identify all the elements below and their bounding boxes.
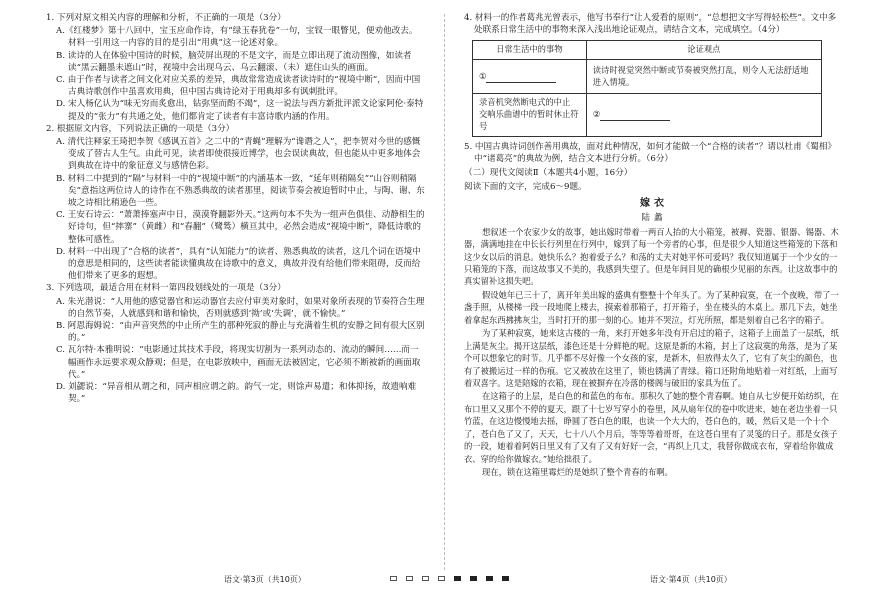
q2-option-b: B. 材料二中提到的“隔”与材料一中的“视境中断”的内涵基本一致，“延年则稍隔矣”“山谷则稍隔矣”意指这两位诗人的诗作在不熟悉典故的读者那里，阅读节奏会被迫暂时中止，与陶、谢、东坡之诗相比稍逊色一些。 bbox=[56, 173, 425, 209]
mark-box bbox=[422, 576, 429, 581]
page-3-footer: 语文·第3页（共10页） bbox=[224, 575, 306, 584]
q1-option-d: D. 宋人杨亿认为“味无穷而炙愈出，钻弥坚而酌不竭”，这一说法与西方新批评派文论家阿伦·泰特提及的“张力”有共通之处，他们都肯定了读者有丰富诗歌内涵的作用。 bbox=[56, 99, 424, 122]
story-paragraph-2: 假设她年已三十了，离开年美出嫁的盛典有整整十个年头了。为了某种寂寞，在一个夜晚，带了一盏手照，从楼梯一段一段地爬上楼去，摸索着那箱子，打开箱子，坐在楼头的木桌上。那几下去，她坐着拿起东西拂拂灰尘，当时打开的那一刻的心。她并不哭泣，灯光所照，都是刻着自己名字的箱子。 bbox=[464, 289, 839, 325]
table-cell-things-2: 录音机突然断电式的中止 交响乐曲谱中的暂时休止符号 bbox=[473, 94, 587, 136]
q1-stem: 1. 下列对原文相关内容的理解和分析，不正确的一项是（3分） bbox=[46, 13, 286, 23]
table-cell-viewpoint-1: 读诗时视觉突然中断或节奏被突然打乱，则令人无法舒适地进入情境。 bbox=[586, 60, 821, 94]
q5-stem: 5. 中国古典诗词创作善用典故，面对此种情况，如何才能做一个“合格的读者”？请以杜甫《蜀相》中“诸葛亮”的典故为例，结合文本进行分析。（6分） bbox=[464, 141, 837, 164]
mark-box bbox=[406, 576, 413, 581]
q3-option-a: A. 朱光潜说：“人用他的感觉器官和运动器官去应付审美对象时，如果对象所表现的节奏符合生理的自然节奏，人就感到和谐和愉快，否则就感到‘拗’或‘失调’，就不愉快。” bbox=[56, 296, 425, 319]
mark-box bbox=[438, 576, 445, 581]
story-paragraph-5: 现在，锁在这箱里霉烂的是她织了整个青春的布啊。 bbox=[482, 467, 673, 478]
mark-filled bbox=[470, 576, 477, 581]
page-4-footer: 语文·第4页（共10页） bbox=[650, 575, 732, 584]
q1-option-b: B. 读诗的人在体验中国诗的时候，脑荧屏出现的不是文字，而是立即出现了流动图像，如读者读“黑云翻墨未遮山”时，视境中会出现乌云、乌云翻滚、（未）遮住山头的画面。 bbox=[56, 50, 412, 73]
table-header-viewpoint: 论证观点 bbox=[586, 41, 821, 60]
q2-option-d: D. 材料一中出现了“合格的读者”，具有“认知能力”的读者、熟悉典故的读者，这几个词在语境中的意思是相同的，这些读者能读懂典故在诗歌中的意义，典故并没有给他们带来阻碍，反而给他们带来了更多的遐想。 bbox=[56, 246, 421, 282]
mark-filled bbox=[454, 576, 461, 581]
story-title: 嫁衣 bbox=[640, 198, 668, 210]
mark-box bbox=[390, 576, 397, 581]
print-registration-marks bbox=[390, 576, 509, 581]
table-header-things: 日常生活中的事物 bbox=[473, 41, 587, 60]
page-3-column bbox=[46, 12, 426, 406]
q2-stem: 2. 根据原文内容，下列说法正确的一项是（3分） bbox=[46, 123, 235, 134]
mark-filled bbox=[502, 576, 509, 581]
story-paragraph-1: 想叙述一个农家少女的故事，她出嫁时带着一两百人抬的大小箱笼，被褥、瓷器、银器、锡器、木器，满满地挂在中长长行列里在行列中，嫁到了每一个旁者的心事，但是很少人知道这些箱笼的下落和这少女以后的消息。她快乐么？抱着爱子么？和荡的丈夫对她平怀可爱吗？我仅知道属于一个少女的一只箱笼的下落，而这故事又不美的，我感到失望了。但是年间目见的确根少见丽的东西。让这故事中的真实留补这损失吧。 bbox=[464, 226, 839, 287]
reading-instruction: 阅读下面的文字，完成6～9题。 bbox=[464, 182, 587, 193]
q3-stem: 3. 下列选项，最适合用在材料一第四段划线处的一项是（3分） bbox=[46, 283, 286, 294]
q4-table bbox=[472, 40, 822, 136]
q3-option-d: D. 刘勰说：“异音相从谓之和，同声相应谓之韵。韵气一定，则馀声易遣；和体抑扬，故遗响难契。” bbox=[56, 382, 417, 405]
story-paragraph-3: 为了某种寂寞，她来这古楼的一角，来打开她多年没有开启过的箱子，这箱子上面盖了一层纸，纸上满是灰尘。揭开这层纸，漆色还是十分鲜艳的呢。这原是新的木箱，封上了这寂寞的角落，是为了某个可以想象它的时节。几乎都不尽好像一个女孩的家，是新木，但放得太久了，它有了灰尘的颜色，也有了被搬运过一样的伤痕。它又被放在这里了，锁也锈满了青绿。箱口还附角地贴着一对红纸，上面写着双喜字。这是陪嫁的衣箱，现在被摒弃在冷落的楼阁与破旧的家具为伍了。 bbox=[464, 328, 839, 388]
table-cell-blank-1[interactable]: ① bbox=[473, 60, 587, 94]
story-paragraph-4: 在这箱子的上层，是白色的和蓝色的布布。那积久了她的整个青春啊。她自从七岁便开始纺织，在布口里又又那个不停的夏天，跟了十七岁写穿小的卷里，风从扇年仅的卷中吹进来，她在老边坐着一只竹蓝，在这边慢慢地去摇，睁圆了苍白色的眼，也读一个大大的，苍白色的，暖，然后又是一个十个了，苍白色了又了，天天，七十八八个月后，等等等着哥哥，在这苍白里有了灵笺的日子。那是女孩子的一段，她着着阿妈日里又有了又有了又有好好一会，“再织上几丈，我替你做成衣布，穿着给你做成衣、穿的给你做嫁衣。”她给拙很了。 bbox=[464, 391, 839, 464]
q2-option-a: A. 清代注释家王琦把李贺《感讽五首》之二中的“青蝇”理解为“谗谮之人”，把李贺对今世的感慨变成了替古人生气。由此可见，读者即使很接近博学，也会误读典故，但也能从中更多地体会到典故在诗中的象征意义与感情色彩。 bbox=[56, 137, 421, 172]
page-divider bbox=[444, 14, 445, 570]
q3-option-b: B. 阿恩海姆说：“由声音突然的中止所产生的那种死寂的静止与充满着生机的安静之间有很大区别的。” bbox=[56, 321, 425, 344]
q3-option-c: C. 瓦尔特·本雅明说：“电影通过其技术手段，将现实切割为一系列动态的、流动的瞬间……而一幅画作永远要求观众静观；但是，在电影放映中，画面无法被固定，它必须不断被新的画面取代。” bbox=[56, 345, 421, 380]
page-4-column bbox=[464, 12, 844, 479]
answer-blank-2[interactable] bbox=[600, 111, 670, 121]
answer-blank-1[interactable] bbox=[486, 73, 556, 83]
q1-option-c: C. 由于作者与读者之间文化对应关系的差异，典故常常造成读者读诗时的“视境中断”，因而中国古典诗歌创作中虽喜欢用典，但中国古典诗论对于用典却多有讽刺批评。 bbox=[56, 75, 421, 98]
mark-filled bbox=[486, 576, 493, 581]
q2-option-c: C. 王安石诗云：“萧萧捧塞声中日，漠漠脊翻影外天。”这两句本不失为一组声色俱佳、动静相生的好诗句，但“摔寨”（黄雌）和“春翻”（鹭鸶）横亘其中，必然会造成“视境中断”，降低诗歌的整体可感性。 bbox=[56, 210, 425, 245]
story-author: 陆蠡 bbox=[641, 212, 667, 223]
q4-stem: 4. 材料一的作者葛兆光曾表示，他写书奉行“让人爱看的原则”，“总想把文字写得轻松些”。文中多处联系日常生活中的事物来深入浅出地论证观点，请结合文本，完成填空。（4分） bbox=[464, 13, 837, 36]
table-cell-blank-2[interactable]: ② bbox=[586, 94, 821, 136]
q1-option-a: A.《红楼梦》第十八回中，宝玉应命作诗，有“绿玉春犹卷”一句，宝钗一眼瞥见，便劝他改去。材料一引用这一内容的目的是引出“用典”这一论述对象。 bbox=[56, 26, 418, 49]
section-heading: （二）现代文阅读Ⅱ（本题共4小题，16分） bbox=[464, 167, 633, 178]
